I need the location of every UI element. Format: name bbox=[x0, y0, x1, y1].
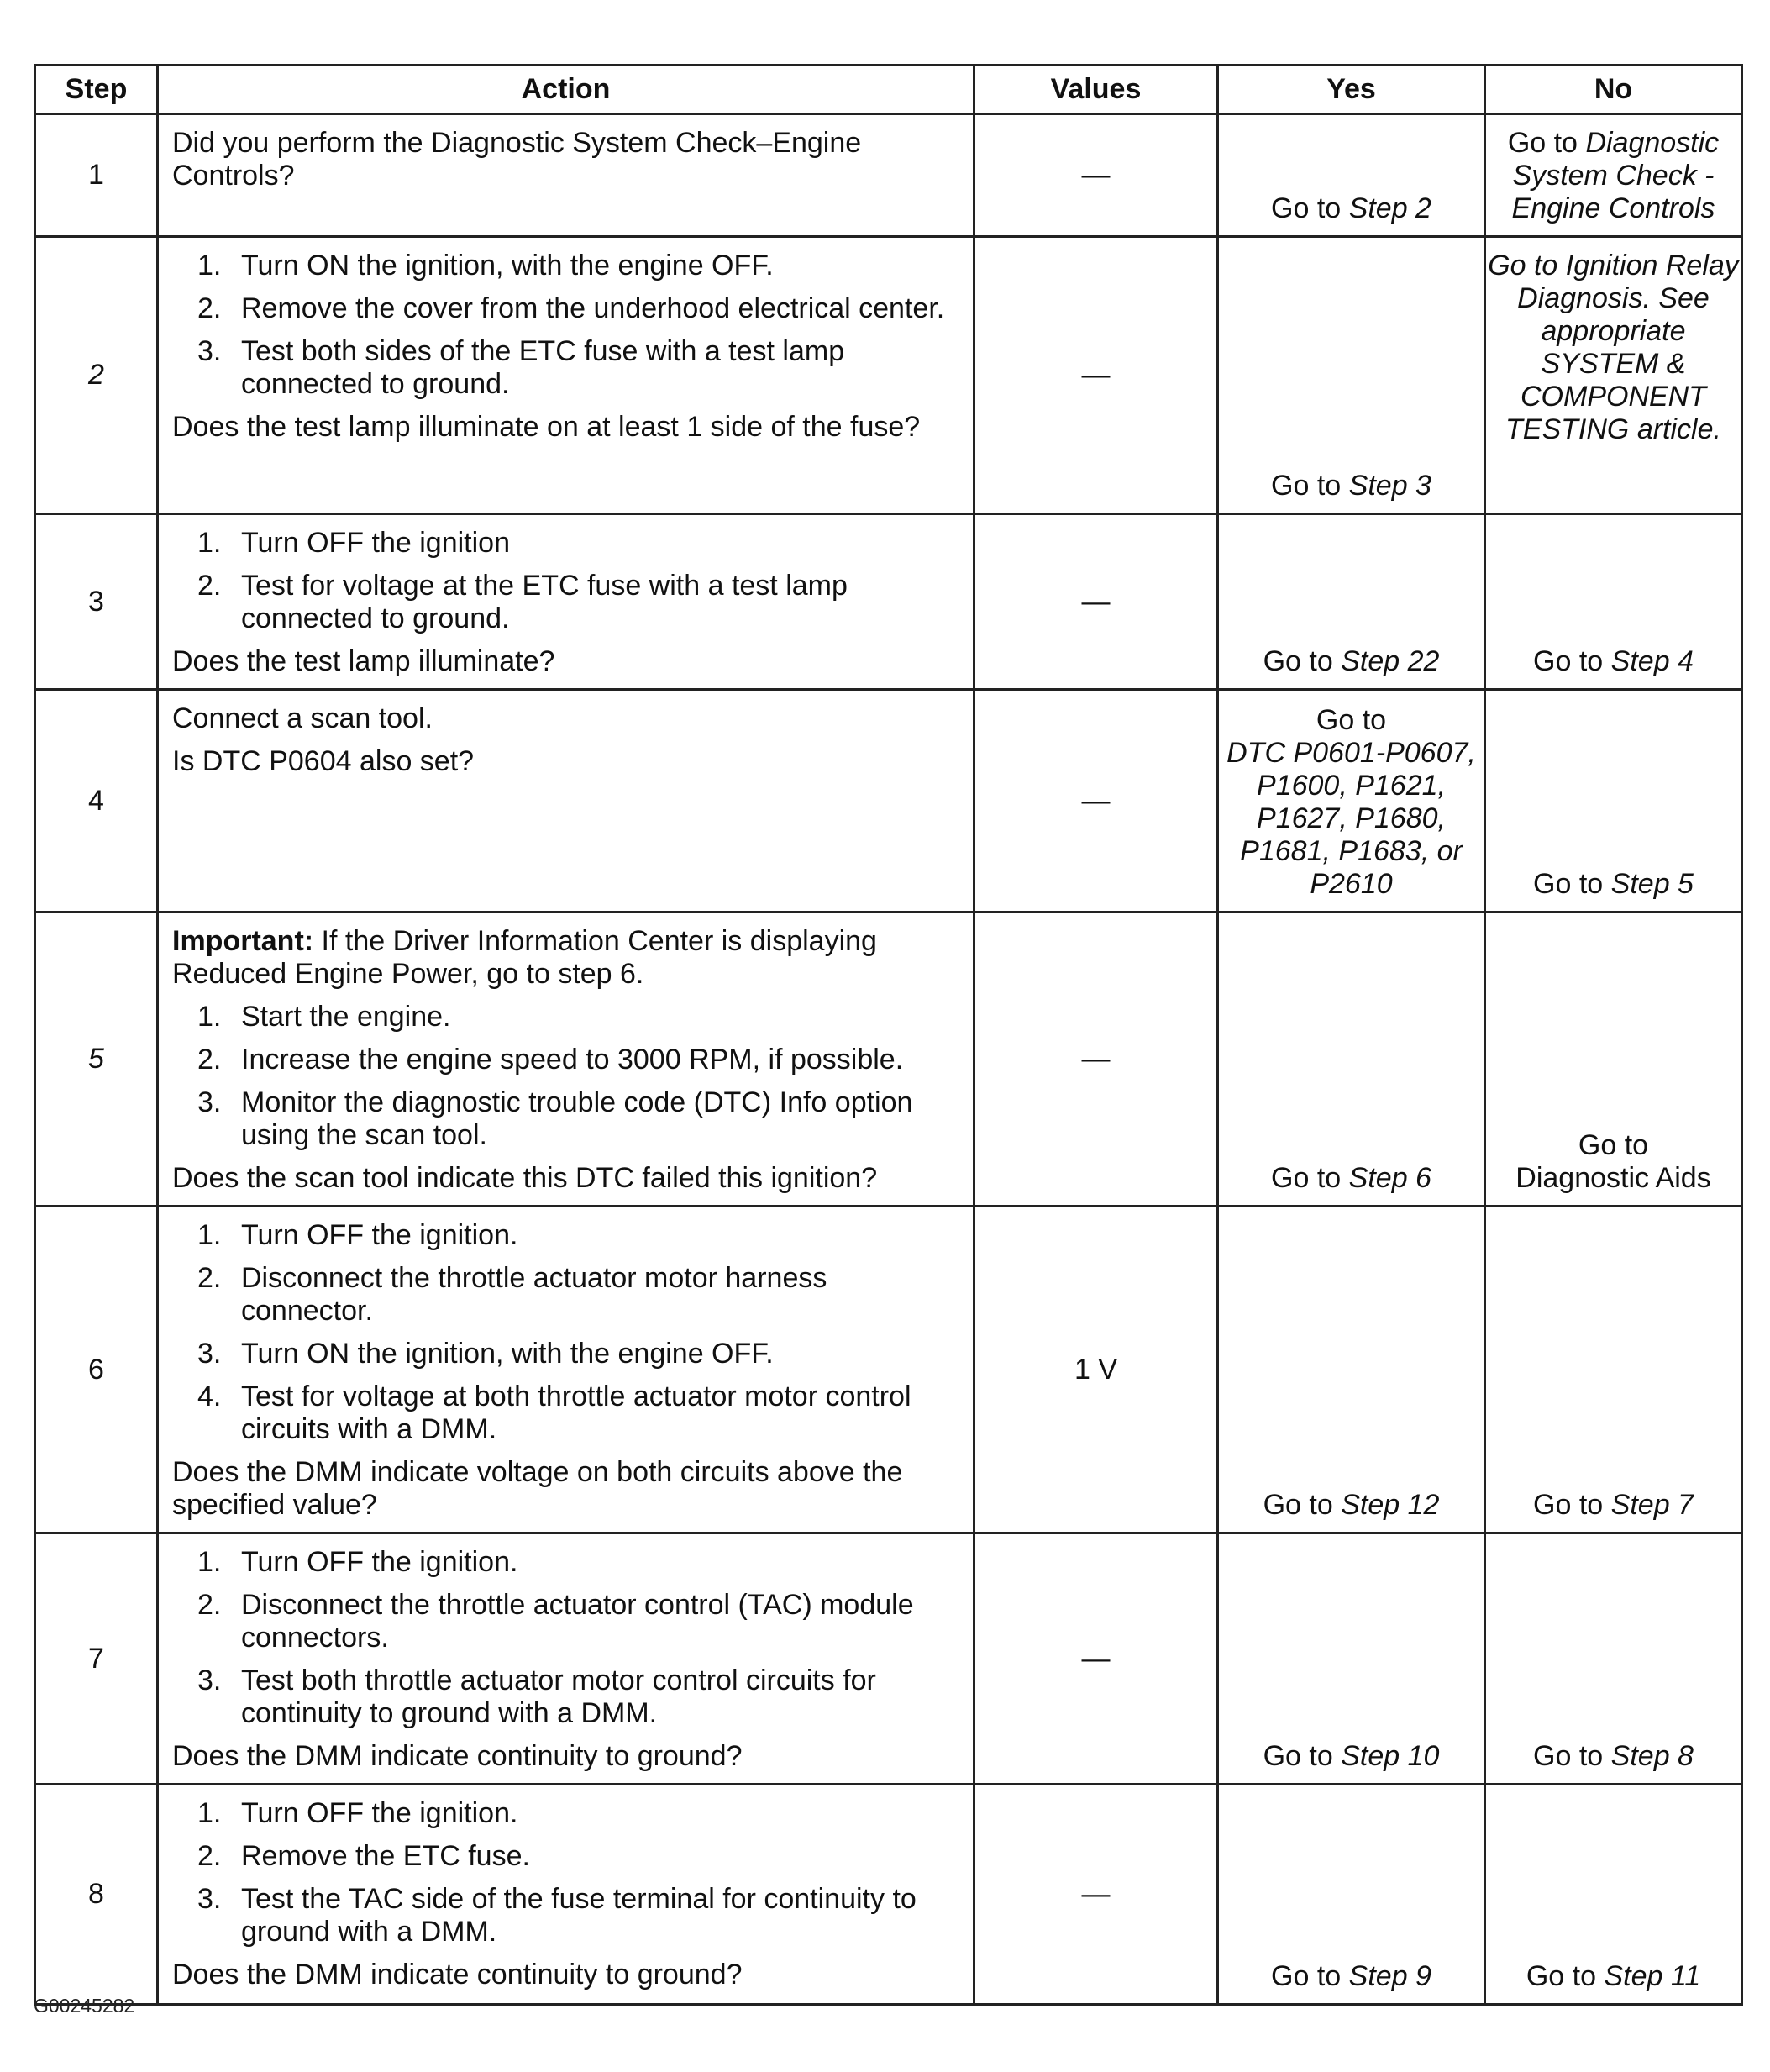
figure-id: G00245282 bbox=[34, 1995, 135, 2017]
action-cell bbox=[158, 912, 974, 1207]
action-question: Does the scan tool indicate this DTC failed this ignition? bbox=[172, 1162, 878, 1194]
action-question: Does the DMM indicate continuity to ground? bbox=[172, 1740, 743, 1772]
yes-cell: Go to Step 22 bbox=[1218, 514, 1485, 690]
action-step: 4. Test for voltage at both throttle actuator motor control circuits with a DMM. bbox=[197, 1380, 911, 1445]
value-cell: — bbox=[974, 1533, 1218, 1785]
value-cell: — bbox=[974, 912, 1218, 1207]
value-cell: — bbox=[974, 114, 1218, 237]
no-prefix: Go to bbox=[1507, 127, 1578, 159]
table-row-step-7 bbox=[35, 1533, 1742, 1785]
value-cell: — bbox=[974, 514, 1218, 690]
action-text: Did you perform the Diagnostic System Check–Engine Controls? bbox=[172, 127, 862, 192]
no-target: Diagnostic System Check - Engine Controls bbox=[1511, 127, 1720, 224]
no-cell: Go to Ignition Relay Diagnosis. See appropriate SYSTEM & COMPONENT TESTING article. bbox=[1485, 237, 1742, 514]
table-row-step-5 bbox=[35, 912, 1742, 1207]
yes-prefix: Go to bbox=[1271, 192, 1342, 224]
table-row-step-4 bbox=[35, 690, 1742, 912]
action-step: 3. Test both sides of the ETC fuse with a test lamp connected to ground. bbox=[197, 335, 845, 400]
yes-cell: Go to Step 6 bbox=[1218, 912, 1485, 1207]
action-question: Does the test lamp illuminate? bbox=[172, 645, 555, 677]
action-text: Connect a scan tool. bbox=[172, 702, 433, 734]
action-steps bbox=[172, 1001, 961, 1152]
step-number: 1 bbox=[35, 114, 158, 237]
action-steps bbox=[172, 250, 961, 401]
action-cell bbox=[158, 514, 974, 690]
action-step: 3. Test the TAC side of the fuse terminal for continuity to ground with a DMM. bbox=[197, 1883, 917, 1948]
action-step: 2. Remove the ETC fuse. bbox=[197, 1840, 530, 1872]
table-row-step-2 bbox=[35, 237, 1742, 514]
step-number: 8 bbox=[35, 1785, 158, 2005]
no-cell: Go to Step 7 bbox=[1485, 1207, 1742, 1533]
yes-cell: Go to DTC P0601-P0607, P1600, P1621, P1627, P1680, P1681, P1683, or P2610 bbox=[1218, 690, 1485, 912]
action-step: 2. Increase the engine speed to 3000 RPM, if possible. bbox=[197, 1044, 904, 1075]
header-row bbox=[35, 66, 1742, 114]
action-step: 1. Turn OFF the ignition bbox=[197, 527, 510, 559]
important-label: Important: bbox=[172, 925, 314, 957]
action-step: 2. Test for voltage at the ETC fuse with a test lamp connected to ground. bbox=[197, 570, 848, 634]
action-step: 1. Turn OFF the ignition. bbox=[197, 1546, 518, 1578]
header-values: Values bbox=[974, 66, 1218, 114]
no-cell: Go to Step 4 bbox=[1485, 514, 1742, 690]
important-text: If the Driver Information Center is displaying Reduced Engine Power, go to step 6. bbox=[172, 925, 877, 990]
no-cell bbox=[1485, 114, 1742, 237]
diagnostic-table bbox=[34, 64, 1743, 2006]
action-step: 1. Turn ON the ignition, with the engine OFF. bbox=[197, 250, 774, 281]
action-question: Does the test lamp illuminate on at least 1 side of the fuse? bbox=[172, 411, 921, 443]
action-question: Does the DMM indicate voltage on both circuits above the specified value? bbox=[172, 1456, 903, 1521]
action-step: 3. Test both throttle actuator motor control circuits for continuity to ground with a DMM. bbox=[197, 1664, 876, 1729]
action-step: 2. Disconnect the throttle actuator control (TAC) module connectors. bbox=[197, 1589, 914, 1654]
no-cell: Go to Step 11 bbox=[1485, 1785, 1742, 2005]
yes-cell: Go to Step 10 bbox=[1218, 1533, 1485, 1785]
no-cell: Go to Step 8 bbox=[1485, 1533, 1742, 1785]
value-cell: 1 V bbox=[974, 1207, 1218, 1533]
action-cell bbox=[158, 1533, 974, 1785]
header-yes: Yes bbox=[1218, 66, 1485, 114]
no-cell: Go to Step 5 bbox=[1485, 690, 1742, 912]
step-number: 6 bbox=[35, 1207, 158, 1533]
action-cell bbox=[158, 1785, 974, 2005]
step-number: 3 bbox=[35, 514, 158, 690]
value-cell: — bbox=[974, 237, 1218, 514]
action-step: 1. Turn OFF the ignition. bbox=[197, 1797, 518, 1829]
action-question: Is DTC P0604 also set? bbox=[172, 745, 475, 777]
yes-cell: Go to Step 9 bbox=[1218, 1785, 1485, 2005]
step-number: 4 bbox=[35, 690, 158, 912]
action-cell bbox=[158, 690, 974, 912]
action-cell bbox=[158, 114, 974, 237]
action-question: Does the DMM indicate continuity to ground? bbox=[172, 1959, 743, 1990]
step-number: 2 bbox=[35, 237, 158, 514]
step-number: 5 bbox=[35, 912, 158, 1207]
yes-cell bbox=[1218, 114, 1485, 237]
action-steps bbox=[172, 1219, 961, 1446]
header-no: No bbox=[1485, 66, 1742, 114]
action-step: 1. Start the engine. bbox=[197, 1001, 451, 1033]
important-note bbox=[172, 925, 961, 991]
header-step: Step bbox=[35, 66, 158, 114]
step-number: 7 bbox=[35, 1533, 158, 1785]
no-cell: Go to Diagnostic Aids bbox=[1485, 912, 1742, 1207]
table-row-step-3 bbox=[35, 514, 1742, 690]
value-cell: — bbox=[974, 690, 1218, 912]
action-step: 2. Remove the cover from the underhood electrical center. bbox=[197, 292, 945, 324]
action-step: 3. Turn ON the ignition, with the engine OFF. bbox=[197, 1338, 774, 1370]
yes-cell: Go to Step 3 bbox=[1218, 237, 1485, 514]
action-cell bbox=[158, 1207, 974, 1533]
table-row-step-6 bbox=[35, 1207, 1742, 1533]
value-cell: — bbox=[974, 1785, 1218, 2005]
action-steps bbox=[172, 1546, 961, 1730]
action-step: 1. Turn OFF the ignition. bbox=[197, 1219, 518, 1251]
header-action: Action bbox=[158, 66, 974, 114]
action-steps bbox=[172, 1797, 961, 1948]
action-step: 3. Monitor the diagnostic trouble code (DTC) Info option using the scan tool. bbox=[197, 1086, 913, 1151]
yes-cell: Go to Step 12 bbox=[1218, 1207, 1485, 1533]
action-cell bbox=[158, 237, 974, 514]
action-step: 2. Disconnect the throttle actuator motor harness connector. bbox=[197, 1262, 827, 1327]
action-steps bbox=[172, 527, 961, 635]
table-row-step-1 bbox=[35, 114, 1742, 237]
table-row-step-8 bbox=[35, 1785, 1742, 2005]
yes-target: Step 2 bbox=[1348, 192, 1431, 224]
